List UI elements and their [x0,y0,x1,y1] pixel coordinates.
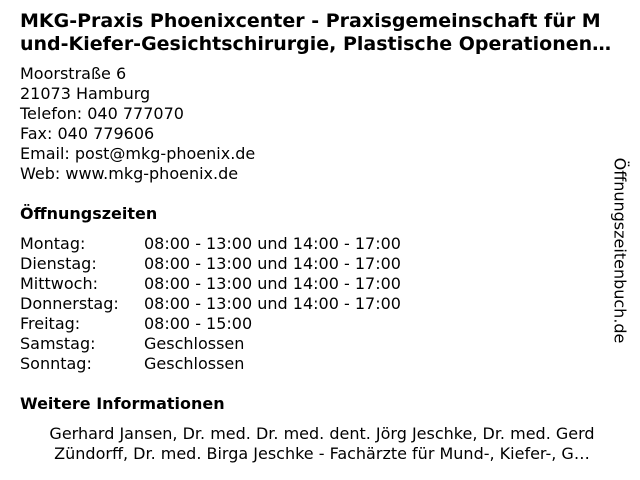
further-info-heading: Weitere Informationen [20,394,225,413]
hours-day: Dienstag: [20,254,97,273]
hours-row-tuesday [20,254,401,274]
hours-day: Sonntag: [20,354,92,373]
hours-time: Geschlossen [144,354,245,373]
practice-title-line-1: MKG-Praxis Phoenixcenter - Praxisgemeinschaft für M [20,10,601,32]
hours-time: Geschlossen [144,334,245,353]
city-address: 21073 Hamburg [20,84,151,103]
hours-row-thursday [20,294,401,314]
further-info-text [20,424,624,464]
hours-day: Donnerstag: [20,294,119,313]
hours-day: Mittwoch: [20,274,98,293]
hours-time: 08:00 - 13:00 und 14:00 - 17:00 [144,234,401,253]
hours-day: Montag: [20,234,86,253]
hours-time: 08:00 - 13:00 und 14:00 - 17:00 [144,254,401,273]
practice-title-line-2: und-Kiefer-Gesichtschirurgie, Plastische Operationen… [20,33,612,55]
hours-day: Samstag: [20,334,96,353]
opening-hours-heading: Öffnungszeiten [20,204,158,223]
website-address: Web: www.mkg-phoenix.de [20,164,239,183]
hours-row-sunday [20,354,401,374]
hours-row-wednesday [20,274,401,294]
fax-number: Fax: 040 779606 [20,124,155,143]
hours-row-friday [20,314,401,334]
hours-time: 08:00 - 13:00 und 14:00 - 17:00 [144,294,401,313]
practice-title [20,10,620,56]
hours-time: 08:00 - 13:00 und 14:00 - 17:00 [144,274,401,293]
street-address: Moorstraße 6 [20,64,127,83]
hours-row-monday [20,234,401,254]
site-brand-text: Öffnungszeitenbuch.de [610,157,630,343]
hours-row-saturday [20,334,401,354]
further-info-line-2: Zündorff, Dr. med. Birga Jeschke - Fachärzte für Mund-, Kiefer-, G… [54,444,590,463]
site-brand-watermark [600,130,640,370]
opening-hours-table [20,234,401,374]
contact-block [20,64,255,184]
further-info-line-1: Gerhard Jansen, Dr. med. Dr. med. dent. Jörg Jeschke, Dr. med. Gerd [49,424,595,443]
hours-day: Freitag: [20,314,81,333]
hours-time: 08:00 - 15:00 [144,314,253,333]
phone-number: Telefon: 040 777070 [20,104,184,123]
email-address: Email: post@mkg-phoenix.de [20,144,256,163]
